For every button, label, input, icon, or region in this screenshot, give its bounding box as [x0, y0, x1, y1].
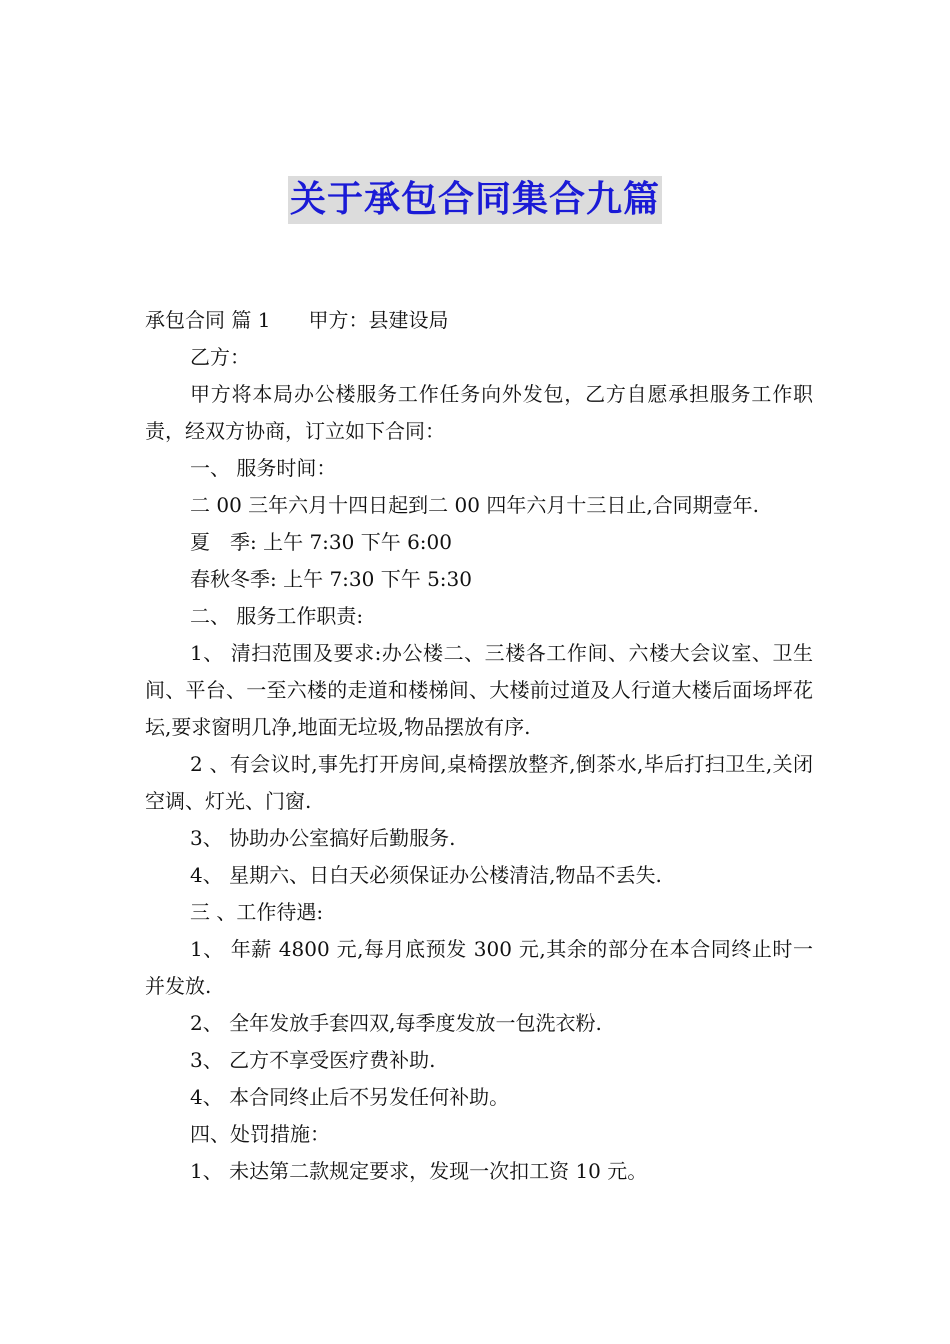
document-title: 关于承包合同集合九篇 — [288, 176, 662, 224]
section-heading-pay: 三 、工作待遇: — [190, 900, 324, 924]
intro-paragraph: 甲方将本局办公楼服务工作任务向外发包，乙方自愿承担服务工作职责，经双方协商，订立如下合同： — [145, 382, 813, 443]
pay-item-2: 2、 全年发放手套四双,每季度发放一包洗衣粉. — [190, 1011, 602, 1035]
section-heading-penalty: 四、处罚措施： — [190, 1122, 330, 1146]
party-b-line: 乙方： — [190, 345, 250, 369]
duty-item-1: 1、 清扫范围及要求:办公楼二、三楼各工作间、六楼大会议室、卫生间、平台、一至六楼的走道和楼梯间、大楼前过道及人行道大楼后面场坪花坛,要求窗明几净,地面无垃圾,物品摆放有序. — [145, 641, 813, 739]
section-heading-duties: 二、 服务工作职责: — [190, 604, 364, 628]
document-body — [145, 302, 813, 1190]
duty-item-3: 3、 协助办公室搞好后勤服务. — [190, 826, 456, 850]
title-container — [0, 176, 950, 224]
party-a-label: 甲方：县建设局 — [308, 308, 449, 332]
pay-item-1: 1、 年薪 4800 元,每月底预发 300 元,其余的部分在本合同终止时一并发放. — [145, 937, 813, 998]
contract-heading-label: 承包合同 篇 1 — [145, 308, 271, 332]
duty-item-4: 4、 星期六、日白天必须保证办公楼清洁,物品不丢失. — [190, 863, 662, 887]
summer-hours-line: 夏 季: 上午 7:30 下午 6:00 — [190, 530, 452, 554]
section-heading-service-time: 一、 服务时间： — [190, 456, 337, 480]
other-season-hours-line: 春秋冬季: 上午 7:30 下午 5:30 — [190, 567, 472, 591]
penalty-item-1: 1、 未达第二款规定要求，发现一次扣工资 10 元。 — [190, 1159, 648, 1183]
duty-item-2: 2 、有会议时,事先打开房间,桌椅摆放整齐,倒茶水,毕后打扫卫生,关闭空调、灯光、门窗. — [145, 752, 813, 813]
contract-period-line: 二 00 三年六月十四日起到二 00 四年六月十三日止,合同期壹年. — [190, 493, 760, 517]
pay-item-4: 4、 本合同终止后不另发任何补助。 — [190, 1085, 510, 1109]
contract-heading — [145, 302, 813, 339]
pay-item-3: 3、 乙方不享受医疗费补助. — [190, 1048, 436, 1072]
